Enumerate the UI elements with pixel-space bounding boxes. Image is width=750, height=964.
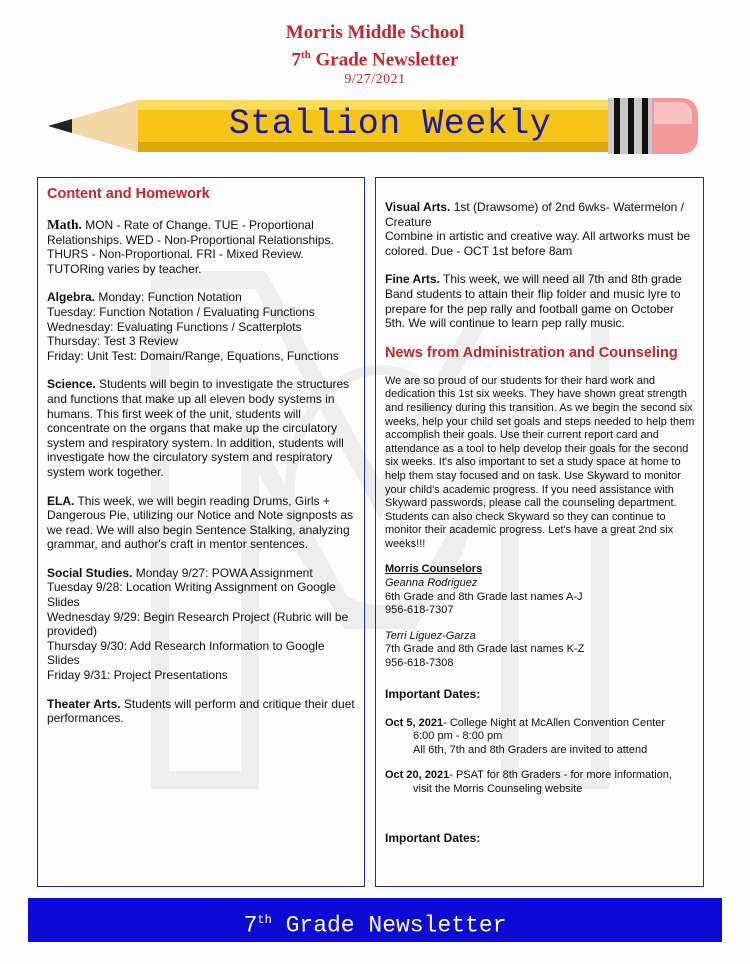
fine-arts-section: Fine Arts. This week, we will need all 7th and 8th grade Band students to attain their flip folder and music lyre to prepare for the pep rally and football game on October 5th. We will continue to learn pep rally music.	[385, 272, 682, 331]
content-homework-title: Content and Homework	[47, 186, 210, 202]
social-studies-section: Social Studies. Monday 9/27: POWA Assignment Tuesday 9/28: Location Writing Assignment on Google Slides Wednesday 9/29: Begin Research Project (Rubric will be provided) Thursday 9/30: Add Research Information to Google Slides Friday 9/31: Project Presentations	[47, 565, 349, 683]
school-name: Morris Middle School	[285, 22, 465, 43]
news-body: We are so proud of our students for their hard work and dedication this 1st six weeks. They have shown great strength and resiliency during this transition. As we begin the second six weeks, help your child set goals and steps needed to help them accomplish their goals. Use their current report card and attendance as a tool to help develop their goals for the second six weeks. It's also important to set a study space at home to help them stay focused and on task. Use Skyward to monitor your child's academic progress. If you need assistance with Skyward passwords, please call the counseling department. Students can also check Skyward so they can continue to monitor their academic progress. Let's have a great 2nd six weeks!!!	[385, 374, 695, 550]
content-homework-panel	[37, 177, 365, 887]
math-section: Math. MON - Rate of Change. TUE - Proportional Relationships. WED - Non-Proportional Relationships. THURS - Non-Proportional. FRI - Mixed Review. TUTORing varies by teacher.	[47, 217, 334, 276]
arts-news-panel	[375, 177, 704, 887]
visual-arts-section: Visual Arts. 1st (Drawsome) of 2nd 6wks- Watermelon / Creature Combine in artistic and creative way. All artworks must be colored. Due - OCT 1st before 8am	[385, 200, 691, 258]
counselor-1: Morris Counselors Geanna Rodriguez 6th Grade and 8th Grade last names A-J 956-618-7307	[385, 563, 583, 617]
banner-title: Stallion Weekly	[228, 104, 552, 144]
ela-section: ELA. This week, we will begin reading Drums, Girls + Dangerous Pie, utilizing our Notice and Note signposts as we read. We will also begin Sentence Stalking, analyzing grammar, and author's craft in mentor sentences.	[47, 493, 354, 552]
grade-title: 7th Grade Newsletter	[291, 49, 459, 71]
newsletter-header	[0, 22, 750, 89]
footer-banner: 7th Grade Newsletter	[28, 898, 722, 942]
date-item-1: Oct 5, 2021- College Night at McAllen Convention Center 6:00 pm - 8:00 pm All 6th, 7th and 8th Graders are invited to attend	[385, 716, 666, 756]
algebra-section: Algebra. Monday: Function Notation Tuesday: Function Notation / Evaluating Functions Wednesday: Evaluating Functions / Scatterplots Thursday: Test 3 Review Friday: Unit Test: Domain/Range, Equations, Functions	[47, 290, 339, 363]
counselor-2: Terri Liguez-Garza 7th Grade and 8th Grade last names K-Z 956-618-7308	[385, 629, 585, 670]
important-dates-heading-2: Important Dates:	[385, 830, 481, 845]
newsletter-date: 9/27/2021	[344, 72, 406, 88]
science-section: Science. Students will begin to investigate the structures and functions that make up all eleven body systems in humans. This first week of the unit, students will concentrate on the organs that make up the circulatory system and respiratory system. In addition, students will investigate how the circulatory system and respiratory system work together.	[47, 377, 350, 479]
theater-arts-section: Theater Arts. Students will perform and critique their duet performances.	[47, 696, 355, 726]
important-dates-heading: Important Dates:	[385, 686, 481, 701]
date-item-2: Oct 20, 2021- PSAT for 8th Graders - for more information, visit the Morris Counseling website	[385, 769, 672, 795]
news-admin-title: News from Administration and Counseling	[385, 344, 678, 361]
